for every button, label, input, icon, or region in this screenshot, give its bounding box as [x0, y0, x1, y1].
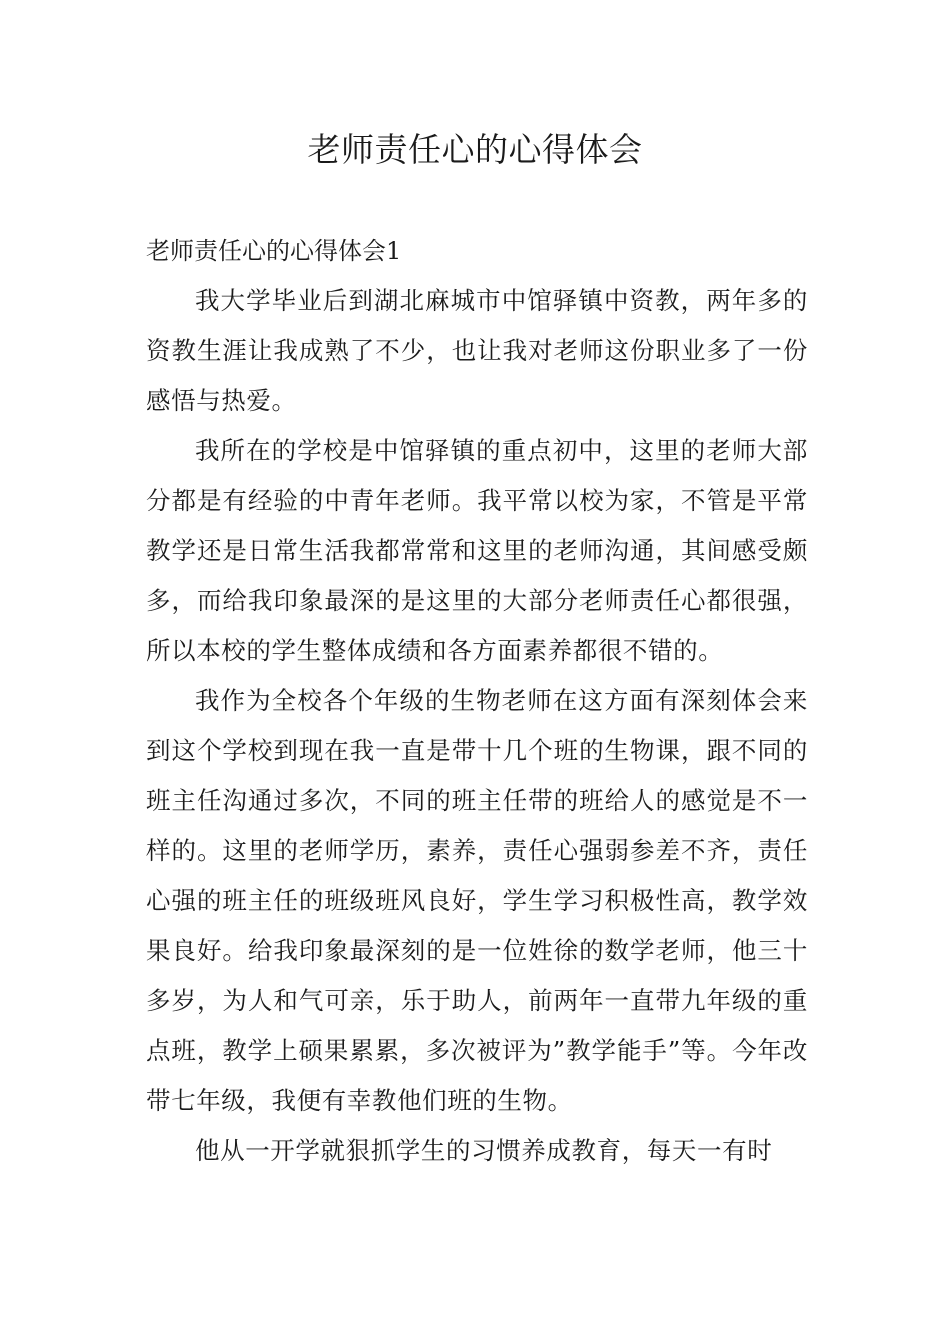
- document-body: [146, 276, 808, 1176]
- paragraph: 我所在的学校是中馆驿镇的重点初中，这里的老师大部分都是有经验的中青年老师。我平常以校为家，不管是平常教学还是日常生活我都常常和这里的老师沟通，其间感受颇多，而给我印象最深的是这里的大部分老师责任心都很强，所以本校的学生整体成绩和各方面素养都很不错的。: [146, 436, 808, 665]
- paragraph: 我大学毕业后到湖北麻城市中馆驿镇中资教，两年多的资教生涯让我成熟了不少，也让我对老师这份职业多了一份感悟与热爱。: [146, 286, 808, 415]
- section-heading: 老师责任心的心得体会1: [146, 237, 402, 265]
- paragraph: 他从一开学就狠抓学生的习惯养成教育，每天一有时: [195, 1136, 773, 1165]
- document-title: 老师责任心的心得体会: [307, 130, 643, 169]
- paragraph: 我作为全校各个年级的生物老师在这方面有深刻体会来到这个学校到现在我一直是带十几个班的生物课，跟不同的班主任沟通过多次，不同的班主任带的班给人的感觉是不一样的。这里的老师学历，素养，责任心强弱参差不齐，责任心强的班主任的班级班风良好，学生学习积极性高，教学效果良好。给我印象最深刻的是一位姓徐的数学老师，他三十多岁，为人和气可亲，乐于助人，前两年一直带九年级的重点班，教学上硕果累累，多次被评为”教学能手”等。今年改带七年级，我便有幸教他们班的生物。: [146, 686, 808, 1115]
